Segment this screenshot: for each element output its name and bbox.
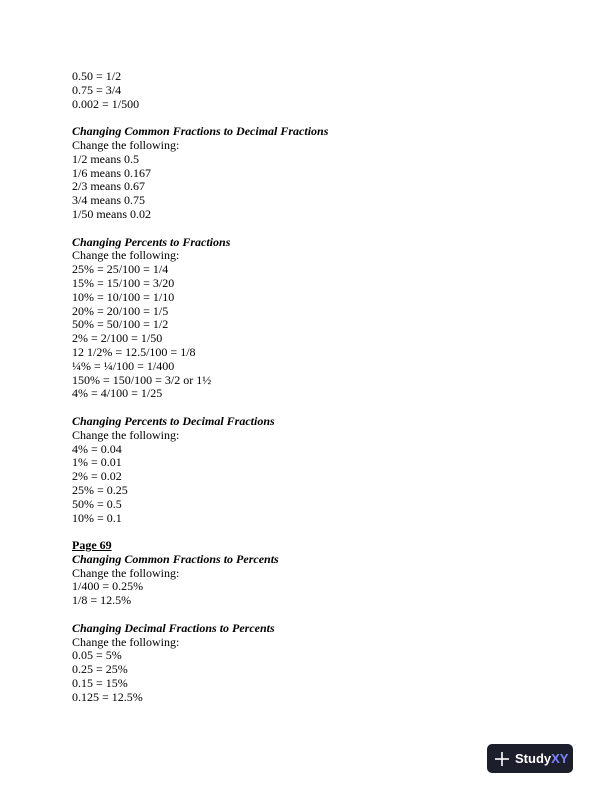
text-line: Change the following: xyxy=(72,137,180,152)
text-line: 20% = 20/100 = 1/5 xyxy=(72,303,169,318)
text-line: 0.25 = 25% xyxy=(72,662,128,677)
section-spacer xyxy=(72,401,542,415)
text-line: 3/4 means 0.75 xyxy=(72,193,145,208)
text-line: 4% = 4/100 = 1/25 xyxy=(72,386,163,401)
text-line: 4% = 0.04 xyxy=(72,441,122,456)
text-line: 2/3 means 0.67 xyxy=(72,179,145,194)
section-heading: Changing Decimal Fractions to Percents xyxy=(72,620,275,635)
text-line: 2% = 2/100 = 1/50 xyxy=(72,331,163,346)
text-line: 12 1/2% = 12.5/100 = 1/8 xyxy=(72,344,196,359)
text-line: Change the following: xyxy=(72,634,180,649)
text-line: ¼% = ¼/100 = 1/400 xyxy=(72,358,175,373)
text-line: 2% = 0.02 xyxy=(72,469,122,484)
text-line: 10% = 10/100 = 1/10 xyxy=(72,289,175,304)
text-line: 25% = 25/100 = 1/4 xyxy=(72,262,169,277)
section-spacer xyxy=(72,525,542,539)
section-heading: Changing Common Fractions to Percents xyxy=(72,551,279,566)
text-line: 1/400 = 0.25% xyxy=(72,579,144,594)
section-heading: Changing Common Fractions to Decimal Fractions xyxy=(72,124,329,139)
text-line: 0.50 = 1/2 xyxy=(72,69,122,83)
text-line: 15% = 15/100 = 3/20 xyxy=(72,275,175,290)
text-line: 1% = 0.01 xyxy=(72,455,122,470)
section-spacer xyxy=(72,222,542,236)
text-line: Change the following: xyxy=(72,248,180,263)
text-line: 1/8 = 12.5% xyxy=(72,593,132,608)
text-line: 150% = 150/100 = 3/2 or 1½ xyxy=(72,372,212,387)
document-page xyxy=(72,70,542,705)
studyxy-badge[interactable] xyxy=(487,744,573,773)
plus-icon xyxy=(494,751,510,767)
text-line: 0.125 = 12.5% xyxy=(72,689,143,704)
section-heading: Changing Percents to Fractions xyxy=(72,234,231,249)
section-spacer xyxy=(72,111,542,125)
text-line: 1/50 means 0.02 xyxy=(72,206,151,221)
text-line: 1/2 means 0.5 xyxy=(72,151,139,166)
text-line: 10% = 0.1 xyxy=(72,510,122,525)
text-line: 0.05 = 5% xyxy=(72,648,122,663)
text-line: 25% = 0.25 xyxy=(72,482,128,497)
text-line: Change the following: xyxy=(72,565,180,580)
text-line: 1/6 means 0.167 xyxy=(72,165,151,180)
section-spacer xyxy=(72,608,542,622)
section-heading: Changing Percents to Decimal Fractions xyxy=(72,413,275,428)
text-line: 0.15 = 15% xyxy=(72,676,128,691)
text-line: Change the following: xyxy=(72,427,180,442)
text-line: 0.002 = 1/500 xyxy=(72,96,140,111)
text-line: 0.75 = 3/4 xyxy=(72,82,122,97)
page-number-label: Page 69 xyxy=(72,538,112,553)
text-line: 50% = 50/100 = 1/2 xyxy=(72,317,169,332)
text-line: 50% = 0.5 xyxy=(72,496,122,511)
brand-name: StudyXY xyxy=(515,751,569,766)
